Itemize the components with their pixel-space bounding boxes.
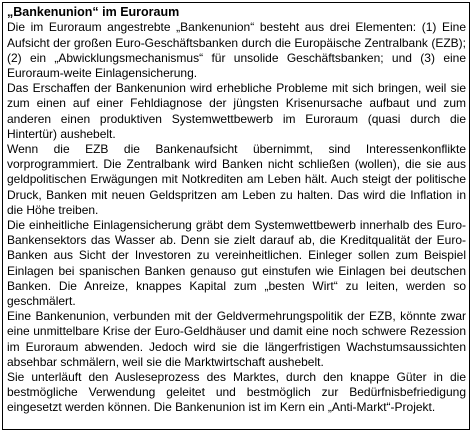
- article-paragraph-3: Wenn die EZB die Bankenaufsicht übernimmt, sind Interessenkonflikte vorprogrammiert. Die Zentralbank wird Banken nicht schließen (wollen), die sie aus geldpolitischen Erwägungen mit Notkrediten am Leben hält. Auch steigt der politische Druck, Banken mit neuen Geldspritzen am Leben zu halten. Das wird die Inflation in die Höhe treiben.: [7, 142, 466, 217]
- article-paragraph-6: Sie unterläuft den Ausleseprozess des Marktes, durch den knappe Güter in die bestmögliche Verwendung geleitet und bestmöglich zur Bedürfnisbefriedigung eingesetzt werden können. Die Bankenunion ist im Kern ein „Anti-Markt“-Projekt.: [7, 370, 466, 415]
- article-box: [2, 2, 470, 430]
- article-paragraph-2: Das Erschaffen der Bankenunion wird erhebliche Probleme mit sich bringen, weil sie zum einen auf einer Fehldiagnose der jüngsten Krisenursache aufbaut und zum anderen einen produktiven Systemwettbewerb im Euroraum (quasi durch die Hintertür) aushebelt.: [7, 81, 466, 141]
- article-paragraph-4: Die einheitliche Einlagensicherung gräbt dem Systemwettbewerb innerhalb des Euro-Bankensektors das Wasser ab. Denn sie zielt darauf ab, die Kreditqualität der Euro-Banken aus Sicht der Investoren zu vereinheitlichen. Einleger sollen zum Beispiel Einlagen bei spanischen Banken genauso gut einstufen wie Einlagen bei deutschen Banken. Die Anreize, knappes Kapital zum „besten Wirt“ zu leiten, werden so geschmälert.: [7, 218, 466, 309]
- article-paragraph-5: Eine Bankenunion, verbunden mit der Geldvermehrungspolitik der EZB, könnte zwar eine unmittelbare Krise der Euro-Geldhäuser und damit eine noch schwere Rezession im Euroraum abwenden. Jedoch wird sie die längerfristigen Wachstumsaussichten absehbar schmälern, weil sie die Marktwirtschaft aushebelt.: [7, 309, 466, 369]
- article-paragraph-1: Die im Euroraum angestrebte „Bankenunion“ besteht aus drei Elementen: (1) Eine Aufsicht der großen Euro-Geschäftsbanken durch die Europäische Zentralbank (EZB); (2) ein „Abwicklungsmechanismus“ für unsolide Geschäftsbanken; und (3) eine Euroraum-weite Einlagensicherung.: [7, 20, 466, 81]
- article-title: „Bankenunion“ im Euroraum: [7, 5, 180, 19]
